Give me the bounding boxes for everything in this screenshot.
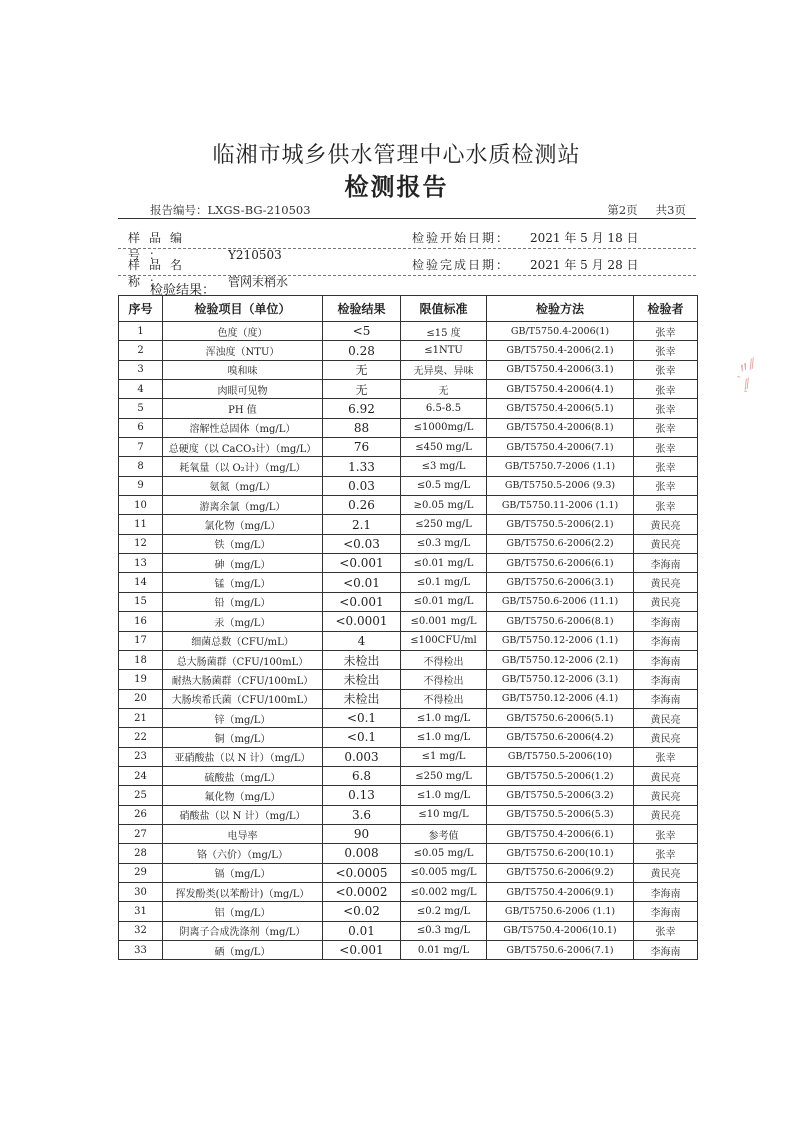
tester: 黄民亮	[634, 592, 698, 611]
test-method: GB/T5750.12-2006 (1.1)	[487, 631, 634, 650]
sample-name-label: 样品名称：	[128, 258, 192, 289]
limit-standard: 0.01 mg/L	[401, 941, 487, 960]
seal-stamp-fragment: ˎ〃⁄⁄ ˎ⁄⁄	[731, 357, 758, 395]
divider	[118, 275, 696, 276]
row-index: 26	[119, 805, 163, 824]
row-index: 15	[119, 592, 163, 611]
test-method: GB/T5750.7-2006 (1.1)	[487, 457, 634, 476]
test-item: 铅（mg/L）	[163, 592, 323, 611]
page-number: 第2页	[607, 203, 638, 217]
test-result: 0.003	[323, 747, 401, 766]
column-header: 序号	[119, 296, 163, 322]
column-header: 检验者	[634, 296, 698, 322]
row-index: 11	[119, 515, 163, 534]
end-date-label: 检验完成日期：	[412, 258, 511, 272]
test-result: 6.8	[323, 766, 401, 785]
limit-standard: ≤3 mg/L	[401, 457, 487, 476]
tester: 黄民亮	[634, 786, 698, 805]
table-row	[119, 515, 698, 534]
table-row	[119, 612, 698, 631]
test-result: <0.02	[323, 902, 401, 921]
start-date-value: 2021 年 5 月 18 日	[530, 231, 639, 245]
test-item: 铜（mg/L）	[163, 728, 323, 747]
tester: 黄民亮	[634, 708, 698, 727]
test-result: 88	[323, 418, 401, 437]
tester: 张幸	[634, 438, 698, 457]
test-method: GB/T5750.12-2006 (3.1)	[487, 670, 634, 689]
results-label: 检验结果：	[150, 283, 216, 298]
tester: 张幸	[634, 360, 698, 379]
limit-standard: ≤1.0 mg/L	[401, 786, 487, 805]
test-method: GB/T5750.4-2006(7.1)	[487, 438, 634, 457]
table-row	[119, 418, 698, 437]
tester: 黄民亮	[634, 534, 698, 553]
test-result: <0.0001	[323, 612, 401, 631]
test-method: GB/T5750.6-2006 (11.1)	[487, 592, 634, 611]
test-method: GB/T5750.4-2006(10.1)	[487, 921, 634, 940]
limit-standard: ≤0.1 mg/L	[401, 573, 487, 592]
test-item: 耗氧量（以 O₂计）（mg/L）	[163, 457, 323, 476]
table-row	[119, 766, 698, 785]
end-date-value: 2021 年 5 月 28 日	[530, 258, 639, 272]
test-method: GB/T5750.6-2006(6.1)	[487, 554, 634, 573]
table-row	[119, 631, 698, 650]
test-result: 未检出	[323, 670, 401, 689]
org-title: 临湘市城乡供水管理中心水质检测站	[212, 143, 581, 168]
row-index: 22	[119, 728, 163, 747]
limit-standard: ≤1.0 mg/L	[401, 708, 487, 727]
test-method: GB/T5750.5-2006(3.2)	[487, 786, 634, 805]
test-item: 砷（mg/L）	[163, 554, 323, 573]
table-row	[119, 824, 698, 843]
test-item: 游离余氯（mg/L）	[163, 496, 323, 515]
limit-standard: ≤0.005 mg/L	[401, 863, 487, 882]
test-method: GB/T5750.6-2006(2.2)	[487, 534, 634, 553]
test-item: 总大肠菌群（CFU/100mL）	[163, 650, 323, 669]
table-row	[119, 728, 698, 747]
tester: 张幸	[634, 496, 698, 515]
limit-standard: 无	[401, 380, 487, 399]
test-method: GB/T5750.4-2006(9.1)	[487, 882, 634, 901]
test-item: 锌（mg/L）	[163, 708, 323, 727]
test-item: 硝酸盐（以 N 计）（mg/L）	[163, 805, 323, 824]
tester: 黄民亮	[634, 573, 698, 592]
table-row	[119, 786, 698, 805]
tester: 张幸	[634, 457, 698, 476]
test-item: 大肠埃希氏菌（CFU/100mL）	[163, 689, 323, 708]
page-indicator	[607, 202, 686, 218]
table-row	[119, 380, 698, 399]
limit-standard: ≤450 mg/L	[401, 438, 487, 457]
test-result: 1.33	[323, 457, 401, 476]
table-row	[119, 689, 698, 708]
limit-standard: ≤250 mg/L	[401, 515, 487, 534]
test-method: GB/T5750.4-2006(4.1)	[487, 380, 634, 399]
test-method: GB/T5750.4-2006(8.1)	[487, 418, 634, 437]
row-index: 9	[119, 476, 163, 495]
row-index: 24	[119, 766, 163, 785]
test-method: GB/T5750.6-2006 (1.1)	[487, 902, 634, 921]
tester: 张幸	[634, 399, 698, 418]
test-method: GB/T5750.5-2006(5.3)	[487, 805, 634, 824]
tester: 张幸	[634, 380, 698, 399]
table-row	[119, 708, 698, 727]
test-item: 色度（度）	[163, 322, 323, 341]
table-row	[119, 844, 698, 863]
tester: 黄民亮	[634, 863, 698, 882]
tester: 李海南	[634, 882, 698, 901]
tester: 李海南	[634, 670, 698, 689]
test-method: GB/T5750.5-2006(1.2)	[487, 766, 634, 785]
test-result: <0.001	[323, 592, 401, 611]
limit-standard: ≤0.5 mg/L	[401, 476, 487, 495]
test-result: <0.0005	[323, 863, 401, 882]
table-row	[119, 496, 698, 515]
test-item: 电导率	[163, 824, 323, 843]
test-result: 0.008	[323, 844, 401, 863]
row-index: 17	[119, 631, 163, 650]
row-index: 1	[119, 322, 163, 341]
test-result: <0.01	[323, 573, 401, 592]
test-result: 无	[323, 380, 401, 399]
test-method: GB/T5750.6-2006(9.2)	[487, 863, 634, 882]
tester: 李海南	[634, 631, 698, 650]
test-result: 3.6	[323, 805, 401, 824]
test-item: 肉眼可见物	[163, 380, 323, 399]
row-index: 12	[119, 534, 163, 553]
start-date-label: 检验开始日期：	[412, 231, 511, 245]
column-header: 检验结果	[323, 296, 401, 322]
table-row	[119, 322, 698, 341]
test-method: GB/T5750.11-2006 (1.1)	[487, 496, 634, 515]
row-index: 20	[119, 689, 163, 708]
tester: 张幸	[634, 476, 698, 495]
test-result: 6.92	[323, 399, 401, 418]
test-result: <0.001	[323, 554, 401, 573]
test-result: <0.1	[323, 708, 401, 727]
test-item: 汞（mg/L）	[163, 612, 323, 631]
sample-number-value: Y210503	[228, 248, 282, 262]
table-row	[119, 921, 698, 940]
test-item: 氨氮（mg/L）	[163, 476, 323, 495]
test-method: GB/T5750.4-2006(1)	[487, 322, 634, 341]
page-total: 共3页	[655, 203, 686, 217]
report-title: 检测报告	[344, 173, 449, 201]
row-index: 10	[119, 496, 163, 515]
test-method: GB/T5750.6-2006(8.1)	[487, 612, 634, 631]
column-header: 检验项目（单位）	[163, 296, 323, 322]
table-row	[119, 650, 698, 669]
table-row	[119, 534, 698, 553]
row-index: 7	[119, 438, 163, 457]
test-method: GB/T5750.5-2006(10)	[487, 747, 634, 766]
row-index: 18	[119, 650, 163, 669]
limit-standard: ≤0.001 mg/L	[401, 612, 487, 631]
tester: 张幸	[634, 418, 698, 437]
row-index: 30	[119, 882, 163, 901]
limit-standard: 6.5-8.5	[401, 399, 487, 418]
tester: 李海南	[634, 650, 698, 669]
test-item: 细菌总数（CFU/mL）	[163, 631, 323, 650]
row-index: 4	[119, 380, 163, 399]
test-result: 未检出	[323, 650, 401, 669]
start-date-row	[412, 229, 639, 246]
test-item: PH 值	[163, 399, 323, 418]
test-result: <0.001	[323, 941, 401, 960]
test-method: GB/T5750.5-2006 (9.3)	[487, 476, 634, 495]
table-row	[119, 554, 698, 573]
test-method: GB/T5750.12-2006 (2.1)	[487, 650, 634, 669]
row-index: 3	[119, 360, 163, 379]
limit-standard: ≤250 mg/L	[401, 766, 487, 785]
test-method: GB/T5750.6-200(10.1)	[487, 844, 634, 863]
test-item: 总硬度（以 CaCO₃计）（mg/L）	[163, 438, 323, 457]
test-result: <0.1	[323, 728, 401, 747]
test-result: 0.13	[323, 786, 401, 805]
tester: 黄民亮	[634, 728, 698, 747]
test-item: 亚硝酸盐（以 N 计）（mg/L）	[163, 747, 323, 766]
test-result: 未检出	[323, 689, 401, 708]
test-item: 浑浊度（NTU）	[163, 341, 323, 360]
limit-standard: ≤0.01 mg/L	[401, 554, 487, 573]
row-index: 27	[119, 824, 163, 843]
table-header-row	[119, 296, 698, 322]
test-result: 76	[323, 438, 401, 457]
tester: 张幸	[634, 747, 698, 766]
divider	[118, 248, 696, 249]
table-row	[119, 438, 698, 457]
test-method: GB/T5750.4-2006(6.1)	[487, 824, 634, 843]
test-result: 无	[323, 360, 401, 379]
limit-standard: 无异臭、异味	[401, 360, 487, 379]
tester: 李海南	[634, 612, 698, 631]
tester: 黄民亮	[634, 515, 698, 534]
end-date-row	[412, 256, 639, 273]
row-index: 14	[119, 573, 163, 592]
row-index: 28	[119, 844, 163, 863]
tester: 张幸	[634, 341, 698, 360]
limit-standard: 不得检出	[401, 670, 487, 689]
row-index: 33	[119, 941, 163, 960]
row-index: 13	[119, 554, 163, 573]
limit-standard: ≤1.0 mg/L	[401, 728, 487, 747]
test-item: 锰（mg/L）	[163, 573, 323, 592]
row-index: 23	[119, 747, 163, 766]
limit-standard: ≤0.002 mg/L	[401, 882, 487, 901]
column-header: 检验方法	[487, 296, 634, 322]
table-row	[119, 573, 698, 592]
limit-standard: ≤0.3 mg/L	[401, 921, 487, 940]
test-result: 0.03	[323, 476, 401, 495]
table-row	[119, 670, 698, 689]
row-index: 6	[119, 418, 163, 437]
row-index: 32	[119, 921, 163, 940]
tester: 李海南	[634, 689, 698, 708]
test-method: GB/T5750.12-2006 (4.1)	[487, 689, 634, 708]
row-index: 21	[119, 708, 163, 727]
tester: 李海南	[634, 902, 698, 921]
test-method: GB/T5750.6-2006(3.1)	[487, 573, 634, 592]
table-row	[119, 902, 698, 921]
test-item: 铝（mg/L）	[163, 902, 323, 921]
test-method: GB/T5750.6-2006(5.1)	[487, 708, 634, 727]
test-result: 4	[323, 631, 401, 650]
tester: 张幸	[634, 921, 698, 940]
limit-standard: 不得检出	[401, 650, 487, 669]
row-index: 16	[119, 612, 163, 631]
tester: 黄民亮	[634, 766, 698, 785]
test-method: GB/T5750.4-2006(2.1)	[487, 341, 634, 360]
table-row	[119, 882, 698, 901]
results-table	[118, 295, 698, 960]
limit-standard: ≤1NTU	[401, 341, 487, 360]
test-item: 溶解性总固体（mg/L）	[163, 418, 323, 437]
table-row	[119, 805, 698, 824]
tester: 李海南	[634, 554, 698, 573]
test-item: 镉（mg/L）	[163, 863, 323, 882]
tester: 李海南	[634, 941, 698, 960]
limit-standard: ≥0.05 mg/L	[401, 496, 487, 515]
report-number: 报告编号：LXGS-BG-210503	[150, 203, 311, 217]
test-method: GB/T5750.4-2006(3.1)	[487, 360, 634, 379]
test-result: <0.0002	[323, 882, 401, 901]
tester: 黄民亮	[634, 805, 698, 824]
column-header: 限值标准	[401, 296, 487, 322]
limit-standard: ≤0.2 mg/L	[401, 902, 487, 921]
row-index: 29	[119, 863, 163, 882]
row-index: 2	[119, 341, 163, 360]
row-index: 5	[119, 399, 163, 418]
row-index: 19	[119, 670, 163, 689]
test-item: 挥发酚类(以苯酚计)（mg/L）	[163, 882, 323, 901]
test-method: GB/T5750.6-2006(7.1)	[487, 941, 634, 960]
test-item: 耐热大肠菌群（CFU/100mL）	[163, 670, 323, 689]
test-item: 氟化物（mg/L）	[163, 786, 323, 805]
test-item: 硫酸盐（mg/L）	[163, 766, 323, 785]
table-row	[119, 360, 698, 379]
table-row	[119, 863, 698, 882]
limit-standard: ≤0.01 mg/L	[401, 592, 487, 611]
test-method: GB/T5750.6-2006(4.2)	[487, 728, 634, 747]
limit-standard: ≤100CFU/ml	[401, 631, 487, 650]
sample-number-label: 样品编号：	[128, 231, 192, 262]
table-row	[119, 941, 698, 960]
table-row	[119, 399, 698, 418]
table-row	[119, 592, 698, 611]
table-row	[119, 341, 698, 360]
test-result: <5	[323, 322, 401, 341]
limit-standard: ≤0.3 mg/L	[401, 534, 487, 553]
test-result: 0.26	[323, 496, 401, 515]
limit-standard: ≤0.05 mg/L	[401, 844, 487, 863]
limit-standard: ≤1000mg/L	[401, 418, 487, 437]
row-index: 25	[119, 786, 163, 805]
test-result: 2.1	[323, 515, 401, 534]
test-result: 90	[323, 824, 401, 843]
limit-standard: 不得检出	[401, 689, 487, 708]
report-number-line	[118, 200, 696, 219]
test-item: 氯化物（mg/L）	[163, 515, 323, 534]
limit-standard: 参考值	[401, 824, 487, 843]
test-item: 铬（六价）（mg/L）	[163, 844, 323, 863]
table-row	[119, 747, 698, 766]
test-method: GB/T5750.5-2006(2.1)	[487, 515, 634, 534]
test-item: 阴离子合成洗涤剂（mg/L）	[163, 921, 323, 940]
test-item: 铁（mg/L）	[163, 534, 323, 553]
table-row	[119, 457, 698, 476]
test-result: 0.28	[323, 341, 401, 360]
row-index: 8	[119, 457, 163, 476]
test-item: 硒（mg/L）	[163, 941, 323, 960]
sample-name-value: 管网末梢水	[228, 275, 289, 289]
limit-standard: ≤10 mg/L	[401, 805, 487, 824]
tester: 张幸	[634, 824, 698, 843]
tester: 张幸	[634, 322, 698, 341]
row-index: 31	[119, 902, 163, 921]
tester: 张幸	[634, 844, 698, 863]
test-item: 嗅和味	[163, 360, 323, 379]
limit-standard: ≤15 度	[401, 322, 487, 341]
test-result: 0.01	[323, 921, 401, 940]
table-row	[119, 476, 698, 495]
test-method: GB/T5750.4-2006(5.1)	[487, 399, 634, 418]
test-result: <0.03	[323, 534, 401, 553]
limit-standard: ≤1 mg/L	[401, 747, 487, 766]
